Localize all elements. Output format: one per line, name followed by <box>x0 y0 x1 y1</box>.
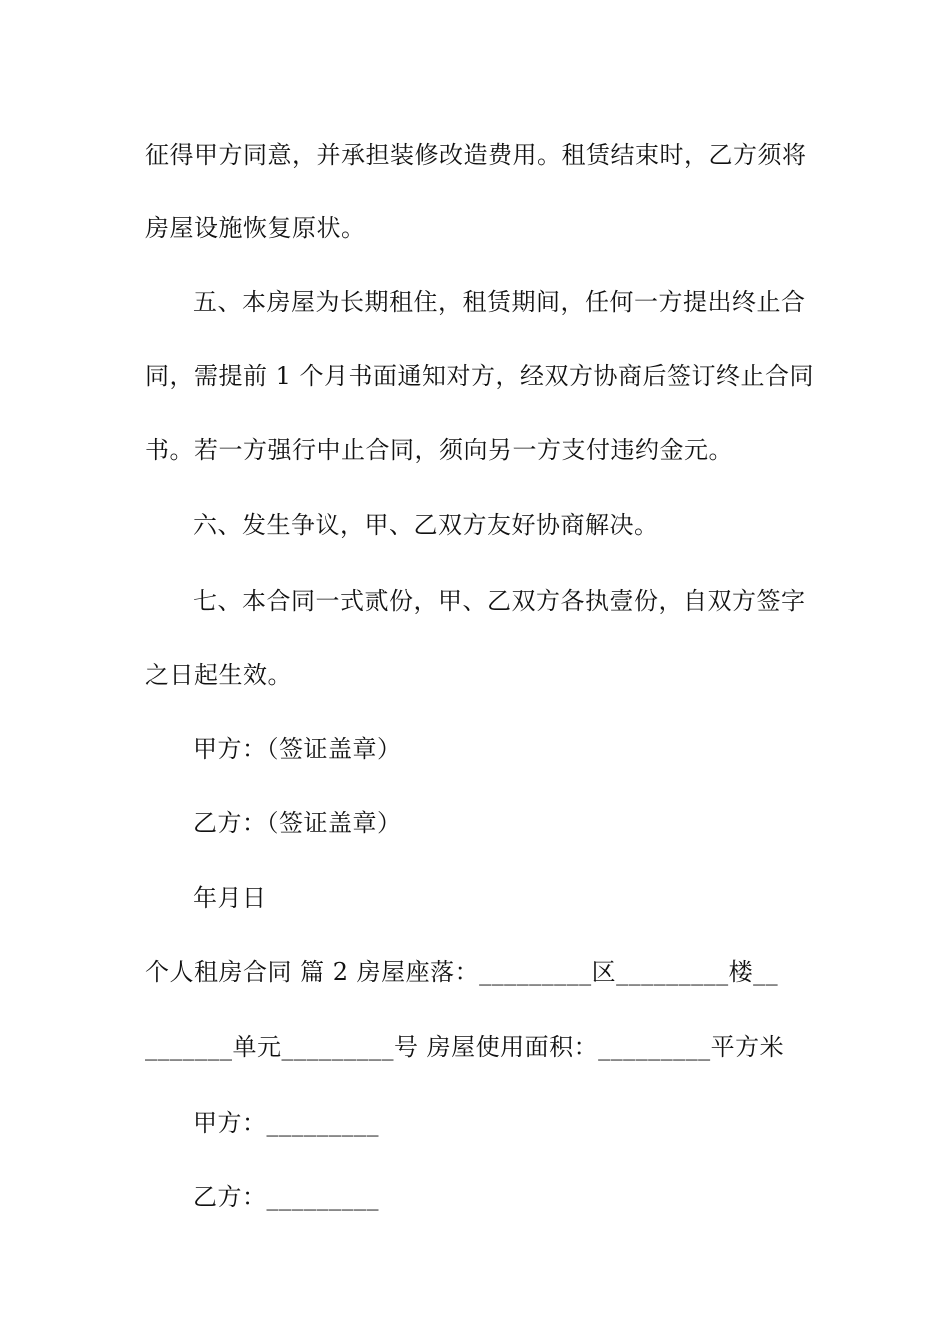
contract-two-heading-line: 个人租房合同 篇 2 房屋座落：_________区_________楼__ <box>145 958 779 986</box>
paragraph-line: 之日起生效。 <box>145 661 292 689</box>
clause-five-line: 五、本房屋为长期租住，租赁期间，任何一方提出终止合 <box>193 288 806 316</box>
property-details-line: _______单元_________号 房屋使用面积：_________平方米 <box>145 1033 785 1061</box>
paragraph-line: 同，需提前 1 个月书面通知对方，经双方协商后签订终止合同 <box>145 362 815 390</box>
party-a-blank: 甲方：_________ <box>193 1109 379 1137</box>
clause-six-line: 六、发生争议，甲、乙双方友好协商解决。 <box>193 511 659 539</box>
clause-seven-line: 七、本合同一式贰份，甲、乙双方各执壹份，自双方签字 <box>193 587 806 615</box>
paragraph-line: 征得甲方同意，并承担装修改造费用。租赁结束时，乙方须将 <box>145 141 807 169</box>
paragraph-line: 书。若一方强行中止合同，须向另一方支付违约金元。 <box>145 436 733 464</box>
party-b-blank: 乙方：_________ <box>193 1183 379 1211</box>
date-line: 年月日 <box>193 884 267 912</box>
party-a-signature: 甲方：（签证盖章） <box>193 735 402 763</box>
party-b-signature: 乙方：（签证盖章） <box>193 809 402 837</box>
paragraph-line: 房屋设施恢复原状。 <box>145 214 366 242</box>
